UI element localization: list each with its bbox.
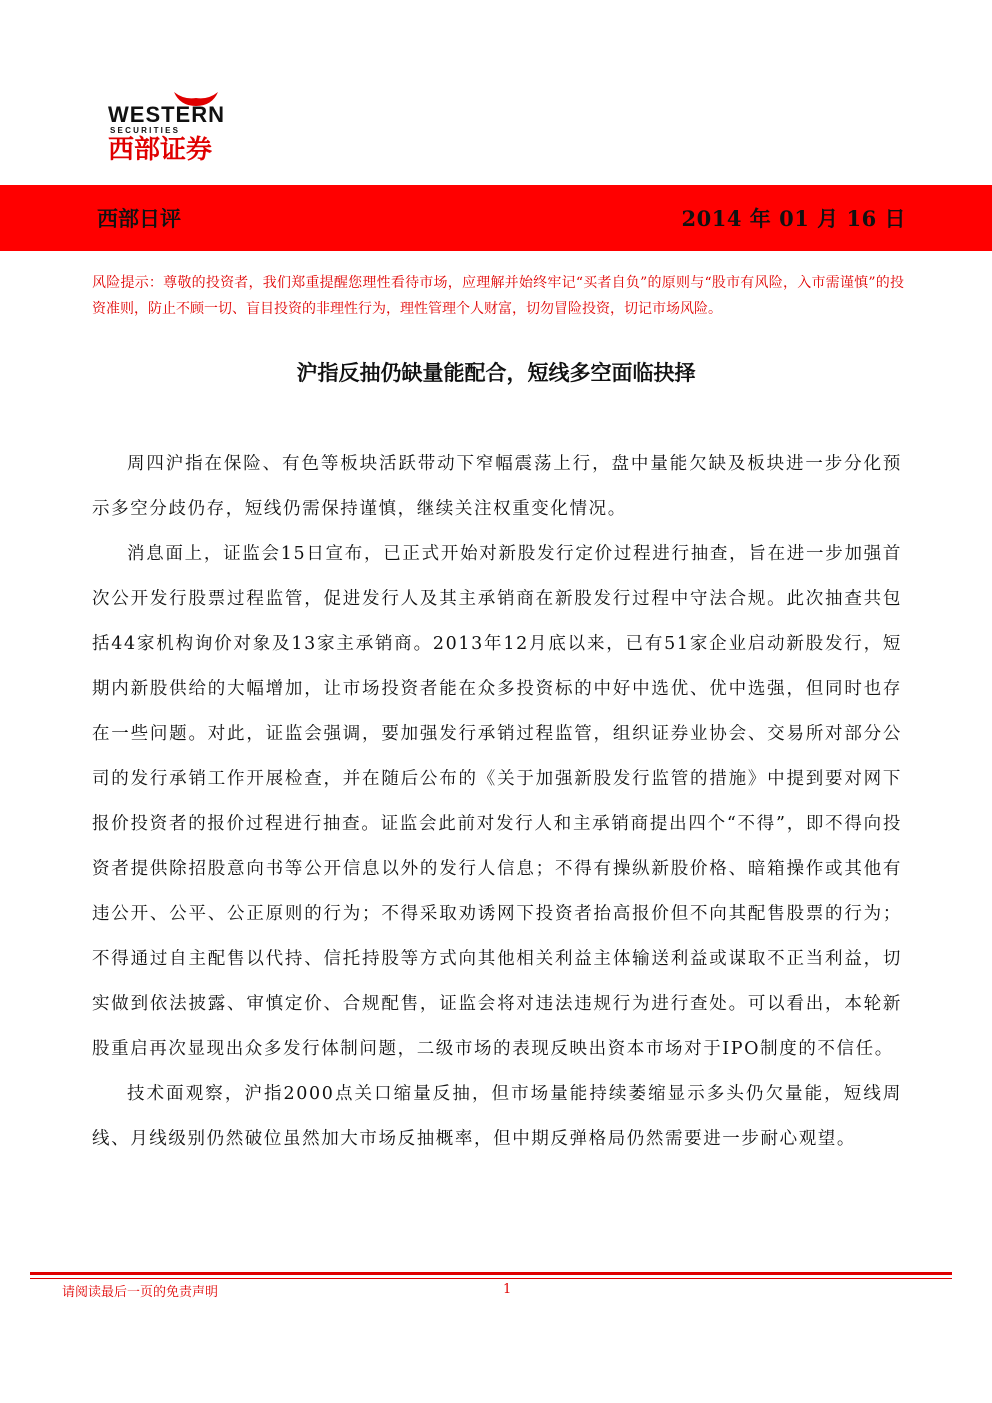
- footer-rule-thin: [30, 1278, 952, 1279]
- disclaimer-note: 请阅读最后一页的免责声明: [62, 1285, 219, 1300]
- logo-text-en: WESTERN: [108, 102, 225, 127]
- risk-notice: 风险提示：尊敬的投资者，我们郑重提醒您理性看待市场，应理解并始终牢记“买者自负”的原则与“股市有风险，入市需谨慎”的投资准则，防止不顾一切、盲目投资的非理性行为，理性管理个人财富，切勿冒险投资，切记市场风险。: [92, 275, 904, 317]
- footer-rule: [30, 1272, 952, 1275]
- paragraph: 消息面上，证监会15日宣布，已正式开始对新股发行定价过程进行抽查，旨在进一步加强首次公开发行股票过程监管，促进发行人及其主承销商在新股发行过程中守法合规。此次抽查共包括44家机构询价对象及13家主承销商。2013年12月底以来，已有51家企业启动新股发行，短期内新股供给的大幅增加，让市场投资者能在众多投资标的中好中选优、优中选强，但同时也存在一些问题。对此，证监会强调，要加强发行承销过程监管，组织证券业协会、交易所对部分公司的发行承销工作开展检查，并在随后公布的《关于加强新股发行监管的措施》中提到要对网下报价投资者的报价过程进行抽查。证监会此前对发行人和主承销商提出四个“不得”，即不得向投资者提供除招股意向书等公开信息以外的发行人信息；不得有操纵新股价格、暗箱操作或其他有违公开、公平、公正原则的行为；不得采取劝诱网下投资者抬高报价但不向其配售股票的行为；不得通过自主配售以代持、信托持股等方式向其他相关利益主体输送利益或谋取不正当利益，切实做到依法披露、审慎定价、合规配售，证监会将对违法违规行为进行查处。可以看出，本轮新股重启再次显现出众多发行体制问题，二级市场的表现反映出资本市场对于IPO制度的不信任。: [92, 544, 902, 1059]
- logo-subtext-en: S E C U R I T I E S: [110, 126, 179, 135]
- report-date: 2014 年 01 月 16 日: [681, 206, 906, 231]
- western-securities-logo: [104, 86, 284, 166]
- paragraph: 周四沪指在保险、有色等板块活跃带动下窄幅震荡上行，盘中量能欠缺及板块进一步分化预示多空分歧仍存，短线仍需保持谨慎，继续关注权重变化情况。: [92, 454, 902, 519]
- paragraph: 技术面观察，沪指2000点关口缩量反抽，但市场量能持续萎缩显示多头仍欠量能，短线周线、月线级别仍然破位虽然加大市场反抽概率，但中期反弹格局仍然需要进一步耐心观望。: [92, 1084, 902, 1149]
- article-headline: 沪指反抽仍缺量能配合，短线多空面临抉择: [296, 360, 696, 385]
- logo-text-cn: 西部证券: [108, 135, 213, 165]
- page-number: 1: [503, 1282, 512, 1297]
- report-series-title: 西部日评: [97, 206, 181, 231]
- article-body: [92, 442, 902, 1162]
